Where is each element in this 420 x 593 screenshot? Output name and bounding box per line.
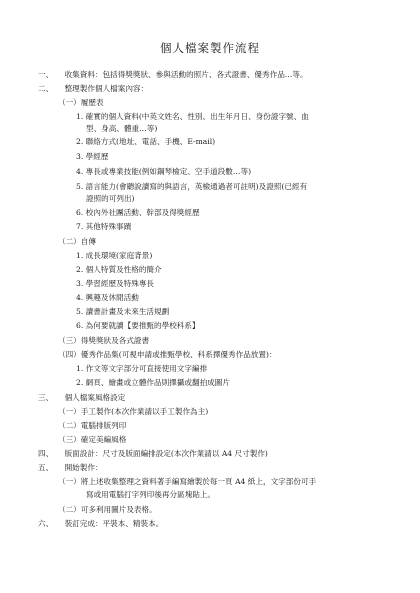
start-item-2: （二）可多利用圖片及表格。 xyxy=(58,505,157,514)
subsection-portfolio: （四）優秀作品集(可視申請或推甄學校、科系擇優秀作品放置)： xyxy=(58,350,277,359)
autobiography-item-5: 5. 讀書計畫及未來生活規劃 xyxy=(76,307,170,316)
section-3-style: 三、 個人檔案風格設定 xyxy=(38,393,126,402)
section-6-binding: 六、 裝訂完成：平裝本、精裝本。 xyxy=(38,519,164,528)
resume-item-5-cont: 證照的可列出) xyxy=(86,194,135,203)
section-2-organize: 二、 整理製作個人檔案內容： xyxy=(38,84,149,93)
start-item-1: （一）將上述收集整理之資料著手編寫繪製於每一頁 A4 紙上，文字部份可手 xyxy=(58,477,317,486)
style-item-design: （三）確定美編風格 xyxy=(58,435,127,444)
document-title: 個人檔案製作流程 xyxy=(160,41,260,55)
subsection-autobiography: （二）自傳 xyxy=(58,237,96,246)
portfolio-item-1: 1. 作文等文字部分可直接使用文字編排 xyxy=(76,364,208,373)
resume-item-4: 4. 專長或專業技能(例如鋼琴檢定、空手道段數…等) xyxy=(76,167,252,176)
autobiography-item-1: 1. 成長環境(家庭背景) xyxy=(76,251,153,260)
autobiography-item-2: 2. 個人特質及性格的簡介 xyxy=(76,265,162,274)
style-item-handmade: （一）手工製作(本次作業請以手工製作為主) xyxy=(58,407,209,416)
resume-item-5: 5. 語言能力(會聽說讀寫的與語言，英檢通過者可註明)及證照(已經有 xyxy=(76,182,308,191)
resume-item-6: 6. 校內外社團活動、幹部及得獎經歷 xyxy=(76,208,200,217)
subsection-awards: （三）得獎獎狀及各式證書 xyxy=(58,336,150,345)
resume-item-3: 3. 學經歷 xyxy=(76,152,109,161)
style-item-computer: （二）電腦排版列印 xyxy=(58,421,127,430)
resume-item-7: 7. 其他特殊事蹟 xyxy=(76,222,132,231)
portfolio-item-2: 2. 網頁、繪畫或立體作品則擇攝或翻拍成圖片 xyxy=(76,378,230,387)
subsection-resume: （一）履歷表 xyxy=(58,98,104,107)
resume-item-1-cont: 型、身高、體重…等) xyxy=(86,124,158,133)
section-1-collect: 一、 收集資料：包括得獎獎狀、參與活動的照片、各式證書、優秀作品…等。 xyxy=(38,70,308,79)
autobiography-item-6: 6. 為何要就讀【要推甄的學校科系】 xyxy=(76,321,200,330)
resume-item-1: 1. 確實的個人資料(中英文姓名、性別、出生年月日、身份證字號、血 xyxy=(76,112,309,121)
section-4-layout: 四、 版面設計：尺寸及版面編排設定(本次作業請以 A4 尺寸製作) xyxy=(38,449,268,458)
autobiography-item-3: 3. 學習經歷及特殊專長 xyxy=(76,279,155,288)
autobiography-item-4: 4. 興趣及休閒活動 xyxy=(76,293,139,302)
section-5-start: 五、 開始製作： xyxy=(38,463,103,472)
start-item-1-cont: 寫或用電腦打字列印後再分區塊貼上。 xyxy=(86,490,216,499)
resume-item-2: 2. 聯絡方式(地址、電話、手機、E-mail) xyxy=(76,137,216,146)
